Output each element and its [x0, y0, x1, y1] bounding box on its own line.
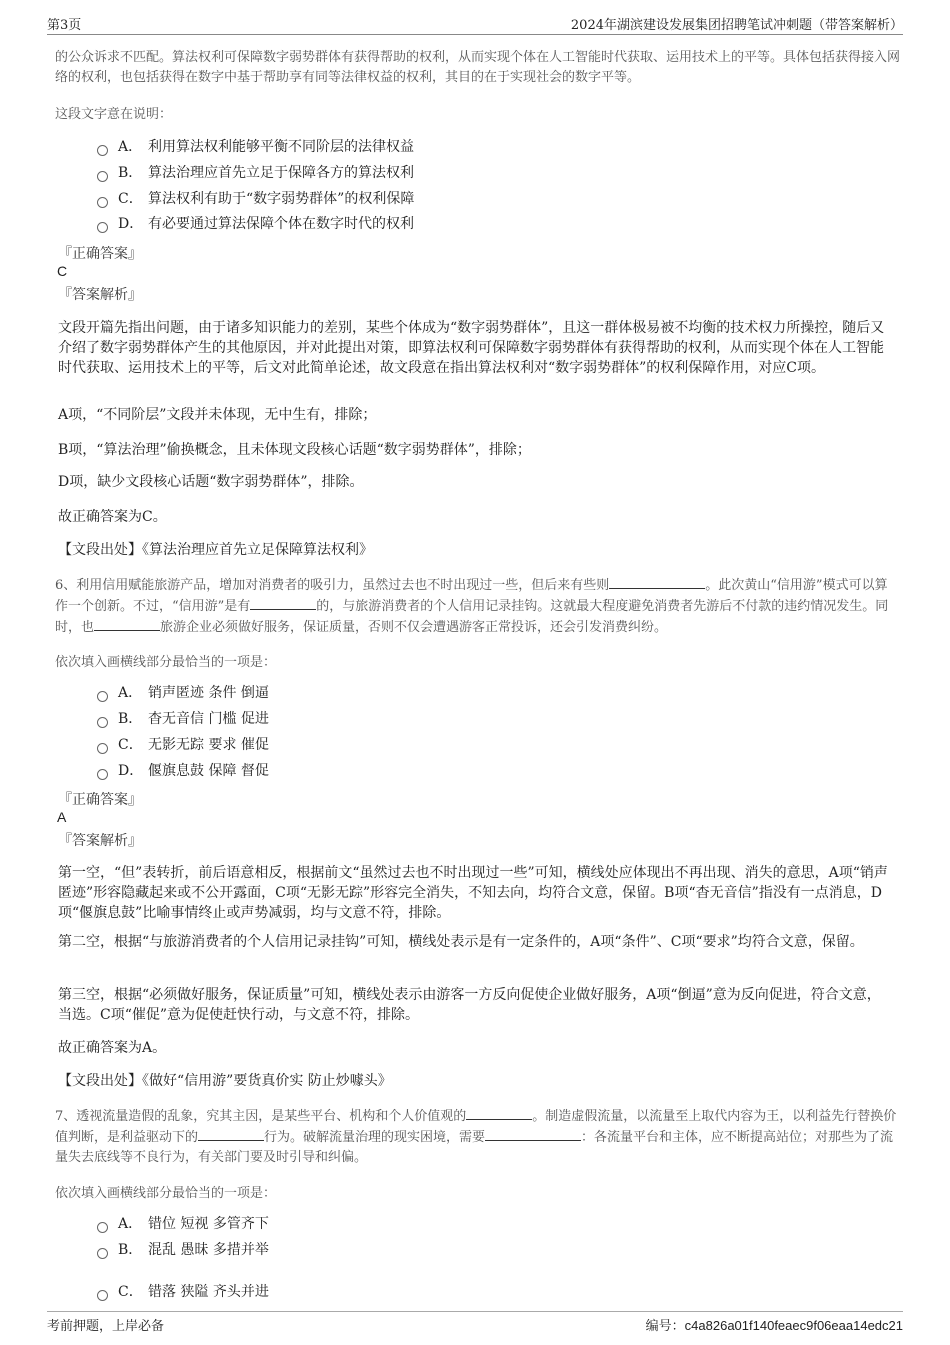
- radio-icon[interactable]: [97, 769, 108, 780]
- radio-icon[interactable]: [97, 171, 108, 182]
- q5-explanation-2: A项，“不同阶层”文段并未体现，无中生有，排除；: [58, 407, 377, 423]
- q7-option-b[interactable]: B． 混乱 愚昧 多措并举: [97, 1240, 269, 1260]
- question-7-prompt: 依次填入画横线部分最恰当的一项是：: [55, 1186, 277, 1201]
- q5-option-d[interactable]: D． 有必要通过算法保障个体在数字时代的权利: [97, 214, 414, 234]
- q6-explanation-4: 故正确答案为A。: [58, 1040, 167, 1056]
- blank-line: [485, 1127, 581, 1141]
- q5-explanation-3: B项，“算法治理”偷换概念，且未体现文段核心话题“数字弱势群体”，排除；: [58, 442, 531, 458]
- radio-icon[interactable]: [97, 197, 108, 208]
- q5-option-c[interactable]: C． 算法权利有助于“数字弱势群体”的权利保障: [97, 189, 414, 209]
- q6-option-c[interactable]: C． 无影无踪 要求 催促: [97, 735, 269, 755]
- question-6-stem: 6、利用信用赋能旅游产品，增加对消费者的吸引力，虽然过去也不时出现过一些，但后来有些则 。此次黄山“信用游”模式可以算作一个创新。不过，“信用游”是有 的，与旅游消费者的个人信用记录挂钩。这就最大程度避免消费者先游后不付款的违约情况发生。同时，也 旅游企业必须做好服务，保证质量，否则不仅会遭遇游客正常投诉，还会引发消费纠纷。: [55, 575, 900, 638]
- q6-explanation-3: 第三空，根据“必须做好服务，保证质量”可知，横线处表示由游客一方反向促使企业做好服务，A项“倒逼”意为反向促进，符合文意，当选。C项“催促”意为促使赶快行动，与文意不符，排除。: [58, 987, 881, 1023]
- q6-answer: A: [57, 809, 67, 825]
- q5-answer: C: [57, 263, 68, 279]
- radio-icon[interactable]: [97, 743, 108, 754]
- question-5-stem-tail: 的公众诉求不匹配。算法权利可保障数字弱势群体有获得帮助的权利，从而实现个体在人工智能时代获取、运用技术上的平等。具体包括获得接入网络的权利，也包括获得在数字中基于帮助享有同等法律权益的权利，其目的在于实现社会的数字平等。: [55, 50, 901, 85]
- q7-option-c[interactable]: C． 错落 狭隘 齐头并进: [97, 1282, 269, 1302]
- question-5-prompt: 这段文字意在说明：: [55, 107, 173, 122]
- q6-option-a[interactable]: A． 销声匿迹 条件 倒逼: [97, 683, 269, 703]
- q6-source: 【文段出处】《做好“信用游”要货真价实 防止炒噱头》: [58, 1073, 392, 1089]
- q7-option-a[interactable]: A． 错位 短视 多管齐下: [97, 1214, 269, 1234]
- q6-answer-label: 『正确答案』: [58, 792, 142, 808]
- q6-analysis-label: 『答案解析』: [58, 833, 142, 849]
- page-footer: [47, 1311, 903, 1334]
- q5-explanation-1: 文段开篇先指出问题，由于诸多知识能力的差别，某些个体成为“数字弱势群体”，且这一群体极易被不均衡的技术权力所操控，随后又介绍了数字弱势群体产生的其他原因，并对此提出对策，即算法权利可保障数字弱势群体有获得帮助的权利，从而实现个体在人工智能时代获取、运用技术上的平等，后文对此简单论述，故文段意在指出算法权利对“数字弱势群体”的权利保障作用，对应C项。: [58, 320, 885, 376]
- radio-icon[interactable]: [97, 691, 108, 702]
- blank-line: [609, 575, 705, 589]
- q5-explanation-4: D项，缺少文段核心话题“数字弱势群体”，排除。: [58, 474, 364, 490]
- blank-line: [250, 596, 316, 610]
- page-number: 第3页: [47, 18, 82, 33]
- radio-icon[interactable]: [97, 145, 108, 156]
- q5-analysis-label: 『答案解析』: [58, 287, 142, 303]
- q5-answer-label: 『正确答案』: [58, 246, 142, 262]
- question-6-prompt: 依次填入画横线部分最恰当的一项是：: [55, 655, 277, 670]
- page-header: [47, 12, 903, 35]
- blank-line: [94, 617, 160, 631]
- q5-explanation-5: 故正确答案为C。: [58, 509, 167, 525]
- radio-icon[interactable]: [97, 1222, 108, 1233]
- document-title: 2024年湖滨建设发展集团招聘笔试冲刺题（带答案解析）: [570, 18, 903, 33]
- q5-option-b[interactable]: B． 算法治理应首先立足于保障各方的算法权利: [97, 163, 414, 183]
- q5-option-a[interactable]: A． 利用算法权利能够平衡不同阶层的法律权益: [97, 137, 414, 157]
- radio-icon[interactable]: [97, 222, 108, 233]
- document-id: 编号：c4a826a01f140feaec9f06eaa14edc21: [645, 1318, 903, 1334]
- radio-icon[interactable]: [97, 1248, 108, 1259]
- q6-option-d[interactable]: D． 偃旗息鼓 保障 督促: [97, 761, 269, 781]
- q5-source: 【文段出处】《算法治理应首先立足保障算法权利》: [58, 542, 373, 558]
- radio-icon[interactable]: [97, 717, 108, 728]
- blank-line: [466, 1106, 532, 1120]
- q6-option-b[interactable]: B． 杳无音信 门槛 促进: [97, 709, 269, 729]
- question-7-stem: 7、透视流量造假的乱象，究其主因，是某些平台、机构和个人价值观的 。制造虚假流量，以流量至上取代内容为王，以利益先行替换价值判断，是利益驱动下的 行为。破解流量治理的现实困境，需要 ：各流量平台和主体，应不断提高站位；对那些为了流量失去底线等不良行为，有关部门要及时引导和纠偏。: [55, 1106, 900, 1168]
- blank-line: [198, 1127, 264, 1141]
- footer-slogan: 考前押题，上岸必备: [47, 1319, 165, 1334]
- radio-icon[interactable]: [97, 1290, 108, 1301]
- q6-explanation-1: 第一空，“但”表转折，前后语意相反，根据前文“虽然过去也不时出现过一些”可知，横线处应体现出不再出现、消失的意思，A项“销声匿迹”形容隐藏起来或不公开露面，C项“无影无踪”形容完全消失，不知去向，均符合文意，保留。B项“杳无音信”指没有一点消息，D项“偃旗息鼓”比喻事情终止或声势减弱，均与文意不符，排除。: [58, 865, 888, 921]
- q6-explanation-2: 第二空，根据“与旅游消费者的个人信用记录挂钩”可知，横线处表示是有一定条件的，A项“条件”、C项“要求”均符合文意，保留。: [58, 934, 864, 950]
